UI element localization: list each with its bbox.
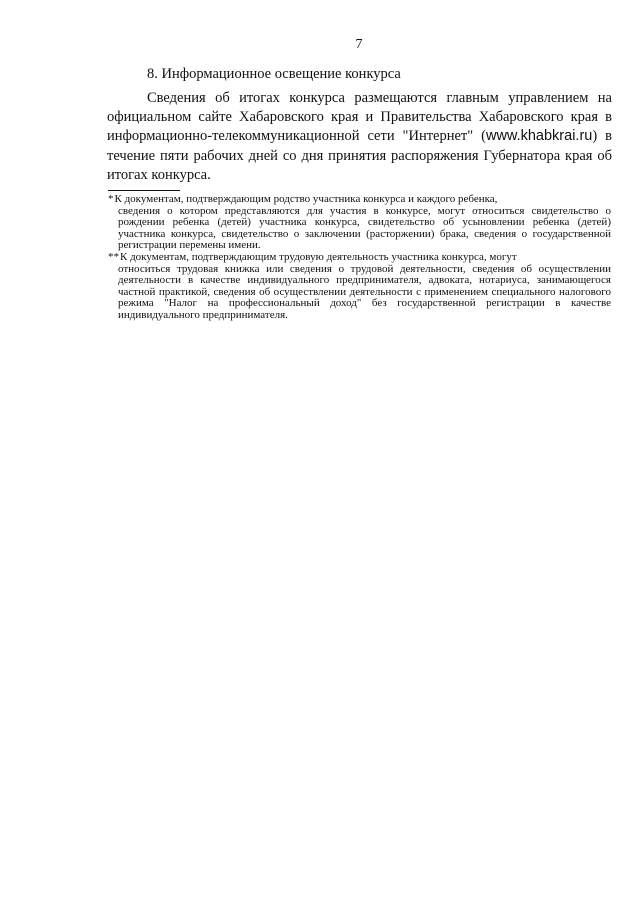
footnote-first-line: К документам, подтверждающим родство участника конкурса и каждого ребенка,	[114, 193, 498, 205]
website-url: www.khabkrai.ru	[485, 128, 593, 145]
paragraph-text-after-url: ) в течение пяти рабочих дней со дня принятия распоряжения Губернатора края об итогах конкурса.	[107, 128, 612, 183]
footnote-text: сведения о котором представляются для участия в конкурсе, могут относиться свидетельство о рождении ребенка (детей) участника конкурса, свидетельство об усыновлении ребенка (детей) участника конкурса, свидетельство о заключении (расторжении) брака, сведения о государственной регистрации перемены имени.	[118, 204, 611, 252]
paragraph-text-before-url: Сведения об итогах конкурса размещаются главным управлением на официальном сайте Хабаровского края и Правительства Хабаровского края в информационно-телекоммуникационной сети "Интернет" (	[107, 90, 612, 145]
page-number: 7	[355, 37, 363, 52]
footnote-mark: **	[108, 250, 119, 263]
section-heading: 8. Информационное освещение конкурса	[147, 66, 401, 82]
footnote-2	[108, 252, 611, 322]
section-paragraph	[107, 89, 612, 185]
footnotes	[108, 194, 611, 322]
footnote-separator	[108, 190, 180, 191]
footnote-first-line: К документам, подтверждающим трудовую деятельность участника конкурса, могут	[120, 250, 517, 263]
footnote-mark: *	[108, 193, 114, 205]
footnote-1	[108, 194, 611, 252]
footnote-text: относиться трудовая книжка или сведения о трудовой деятельности, сведения об осуществлении деятельности в качестве индивидуального предпринимателя, адвоката, нотариуса, занимающегося частной практикой, сведения об осуществлении деятельности с применением специального налогового режима "Налог на профессиональный доход" без государственной регистрации в качестве индивидуального предпринимателя.	[118, 262, 611, 321]
